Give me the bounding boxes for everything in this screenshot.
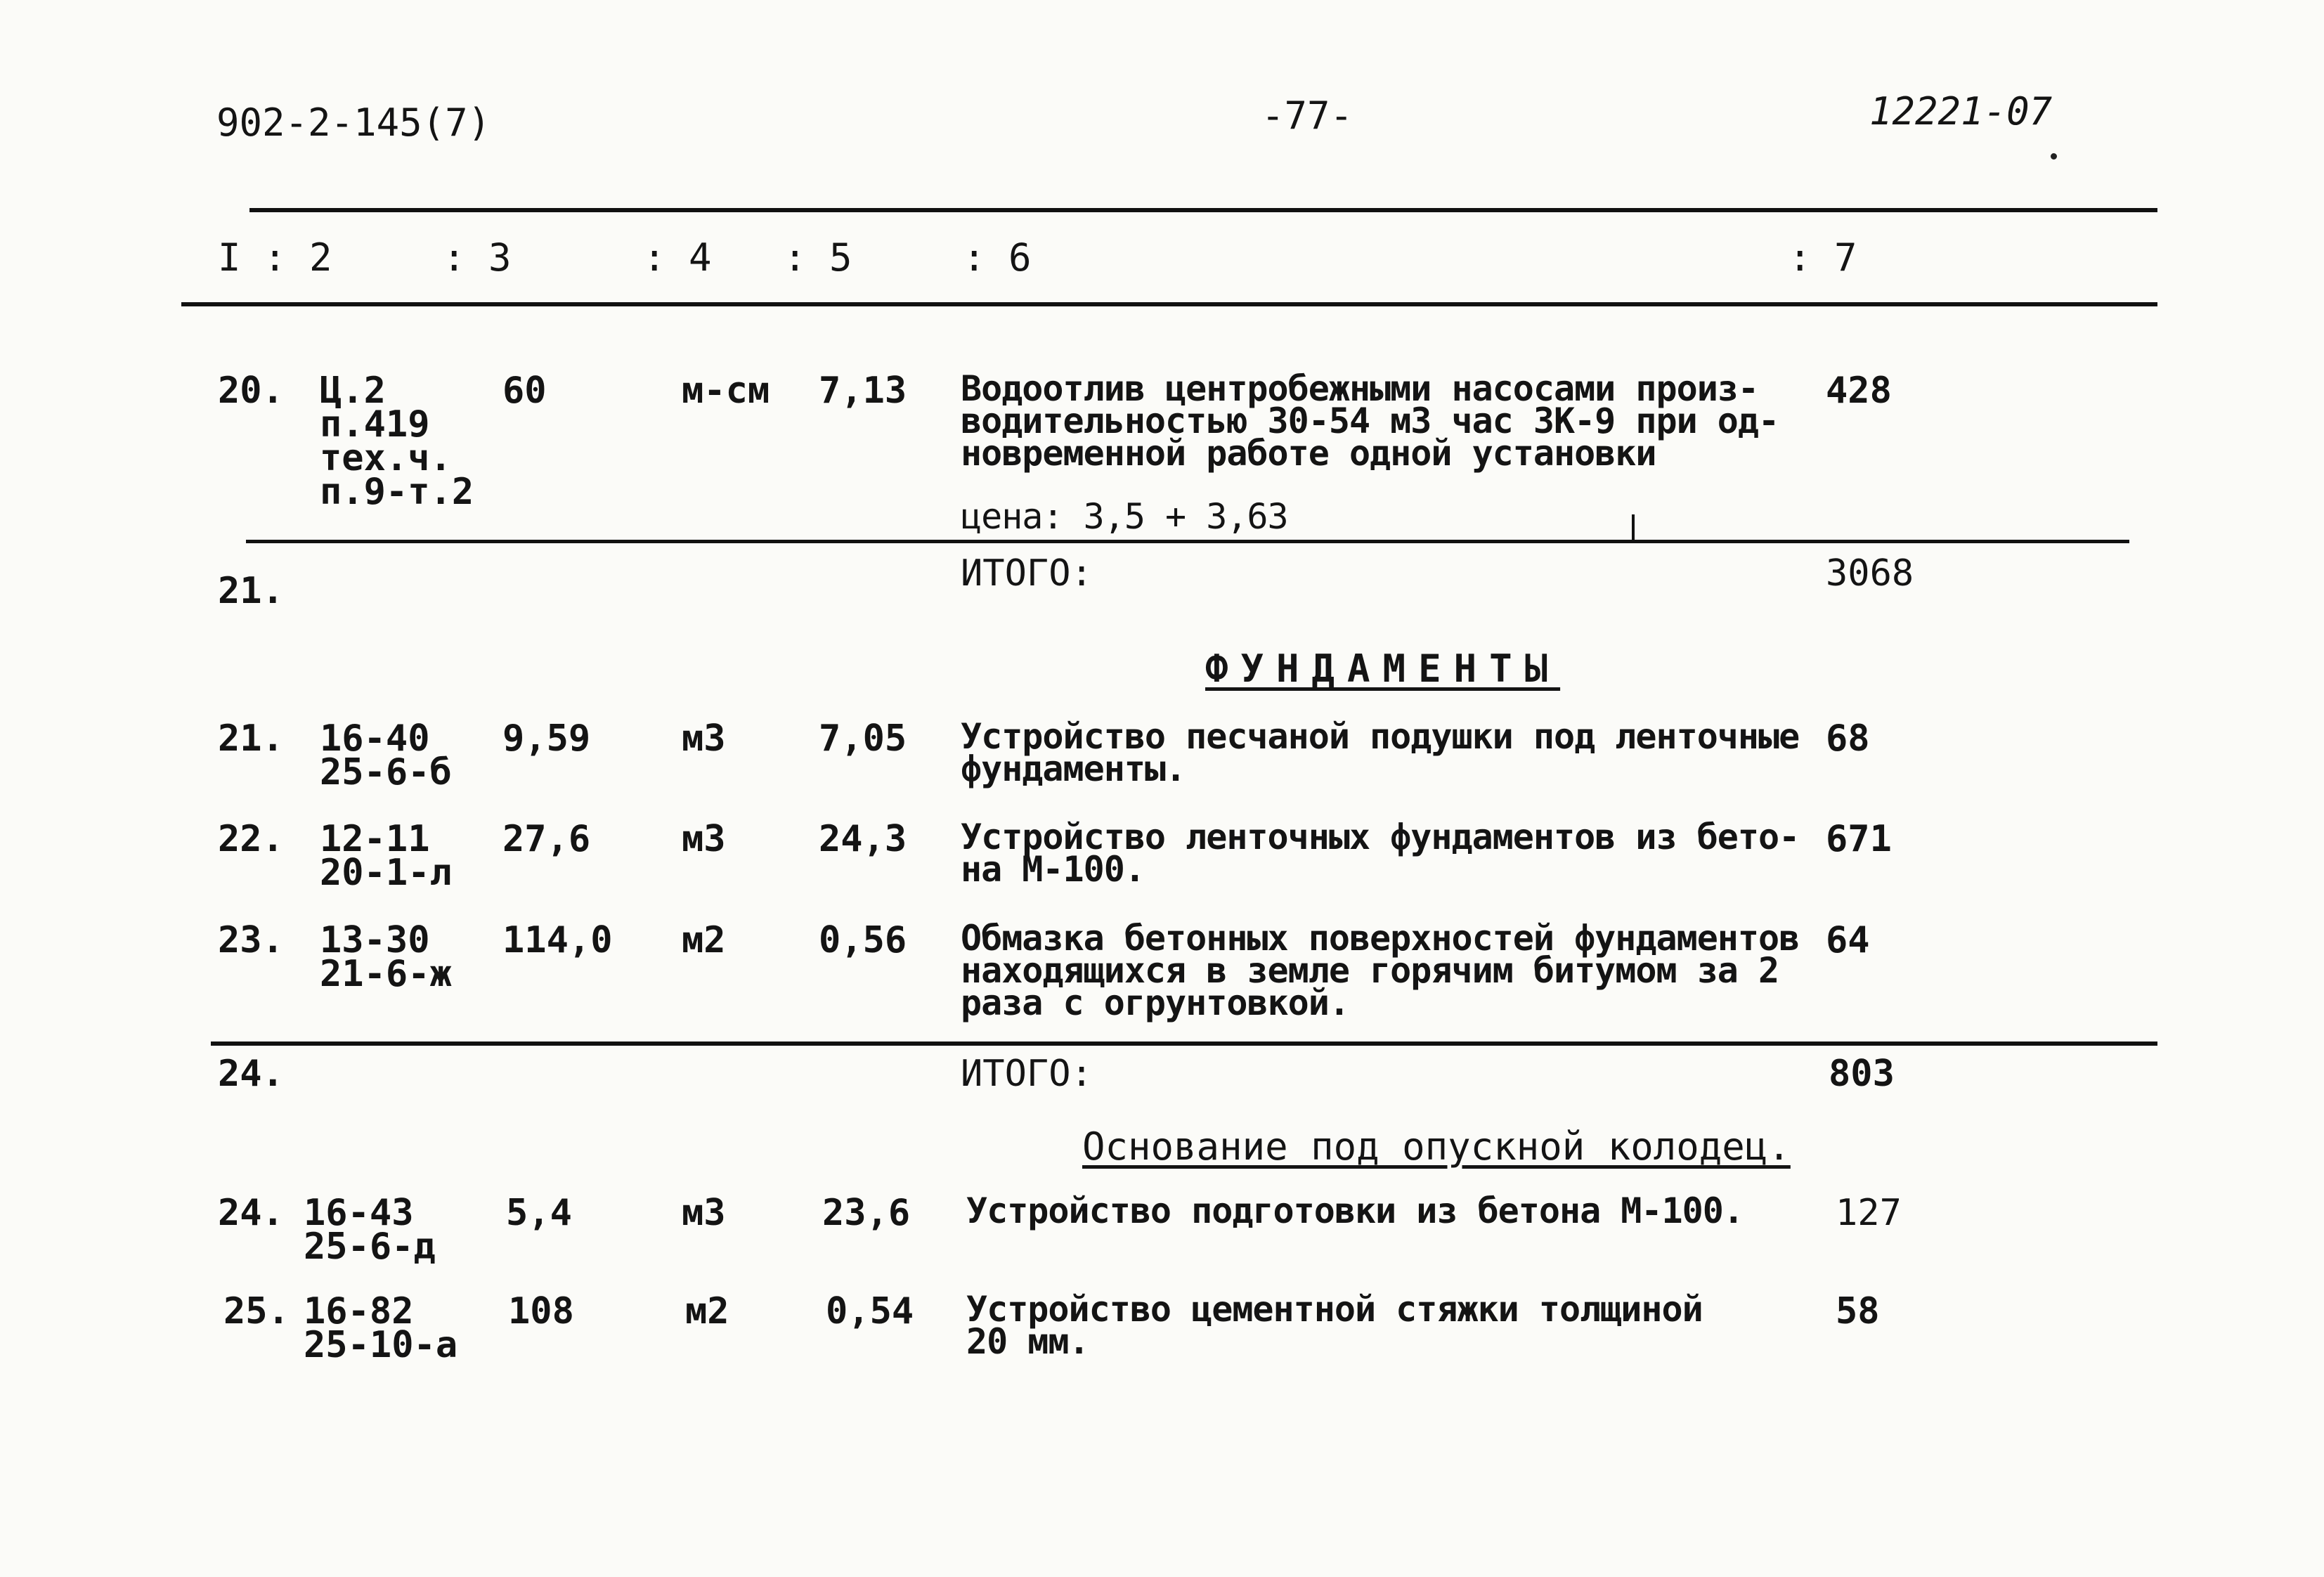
note-tick xyxy=(1632,514,1635,540)
row-total: 64 xyxy=(1826,919,1870,961)
row-code: 16-40 xyxy=(320,718,430,760)
row-total: 127 xyxy=(1836,1192,1902,1234)
row-price: 24,3 xyxy=(819,818,907,860)
section-heading-caisson-base: Основание под опускной колодец. xyxy=(1082,1124,1791,1169)
row-total: 428 xyxy=(1826,370,1892,412)
row-code: 20-1-л xyxy=(320,852,452,894)
row-quantity: 60 xyxy=(502,370,547,412)
subtotal-label: ИТОГО: xyxy=(961,1053,1093,1095)
row-quantity: 27,6 xyxy=(502,818,591,860)
row-code: 21-6-ж xyxy=(320,953,452,995)
row-code: 16-43 xyxy=(304,1192,414,1234)
row-quantity: 5,4 xyxy=(506,1192,572,1234)
column-header-3: : 3 xyxy=(443,235,512,280)
row-price: 23,6 xyxy=(822,1192,911,1234)
row-description: водительностью 30-54 м3 час ЗК-9 при од- xyxy=(961,401,1779,441)
row-price: 0,54 xyxy=(826,1290,914,1332)
row-number: 24. xyxy=(218,1192,284,1234)
row-code: Ц.2 xyxy=(320,370,386,412)
row-number: 25. xyxy=(223,1290,290,1332)
row-number: 23. xyxy=(218,919,284,961)
header-bottom-rule xyxy=(181,302,2157,306)
row-description: Устройство ленточных фундаментов из бето- xyxy=(961,817,1800,857)
subtotal-number: 21. xyxy=(218,570,284,612)
row-description: на М-100. xyxy=(961,849,1145,890)
row-code: тех.ч. xyxy=(320,437,452,479)
row-total: 58 xyxy=(1836,1290,1880,1332)
row-description: новременной работе одной установки xyxy=(961,433,1656,474)
column-header-7: : 7 xyxy=(1789,235,1857,280)
header-top-rule xyxy=(249,208,2157,212)
row-code: 12-11 xyxy=(320,818,430,860)
column-header-5: : 5 xyxy=(784,235,852,280)
row-unit: м2 xyxy=(685,1290,729,1332)
row-description: фундаменты. xyxy=(961,748,1186,789)
row-code: 25-10-а xyxy=(304,1324,458,1366)
document-code: 902-2-145(7) xyxy=(216,100,491,145)
row-number: 22. xyxy=(218,818,284,860)
subtotal-value: 3068 xyxy=(1826,552,1914,595)
row-unit: м2 xyxy=(682,919,726,961)
row-description: находящихся в земле горячим битумом за 2 xyxy=(961,950,1779,991)
row-unit: м-см xyxy=(682,370,770,412)
subtotal-rule xyxy=(211,1041,2157,1046)
subtotal-label: ИТОГО: xyxy=(961,552,1093,595)
mark-dot xyxy=(2051,153,2057,160)
row-code: 25-6-б xyxy=(320,751,452,793)
column-header-4: : 4 xyxy=(643,235,712,280)
row-description: 20 мм. xyxy=(966,1321,1089,1362)
row-code: п.419 xyxy=(320,403,430,446)
row-description: Устройство подготовки из бетона М-100. xyxy=(966,1190,1744,1231)
row-unit: м3 xyxy=(682,718,726,760)
row-quantity: 9,59 xyxy=(502,718,591,760)
row-number: 20. xyxy=(218,370,284,412)
row-description: Водоотлив центробежными насосами произ- xyxy=(961,368,1758,409)
column-header-6: : 6 xyxy=(963,235,1032,280)
row-quantity: 114,0 xyxy=(502,919,613,961)
row-price: 7,05 xyxy=(819,718,907,760)
column-header-1-2: I : 2 xyxy=(218,235,332,280)
subtotal-value: 803 xyxy=(1829,1053,1895,1095)
page-number: -77- xyxy=(1261,93,1353,138)
row-price: 0,56 xyxy=(819,919,907,961)
row-total: 671 xyxy=(1826,818,1892,860)
row-total: 68 xyxy=(1826,718,1870,760)
row-description: Устройство цементной стяжки толщиной xyxy=(966,1289,1703,1330)
row-code: 25-6-д xyxy=(304,1226,436,1268)
row-description: раза с огрунтовкой. xyxy=(961,982,1349,1023)
row-number: 21. xyxy=(218,718,284,760)
row-code: п.9-т.2 xyxy=(320,471,474,513)
row-unit: м3 xyxy=(682,818,726,860)
row-price: 7,13 xyxy=(819,370,907,412)
section-heading-foundations: ФУНДАМЕНТЫ xyxy=(1205,647,1561,691)
row-quantity: 108 xyxy=(508,1290,574,1332)
row-unit: м3 xyxy=(682,1192,726,1234)
row-code: 16-82 xyxy=(304,1290,414,1332)
row-description: Обмазка бетонных поверхностей фундаментов xyxy=(961,918,1800,959)
row-description: Устройство песчаной подушки под ленточные xyxy=(961,716,1800,757)
subtotal-number: 24. xyxy=(218,1053,284,1095)
sheet-number: 12221-07 xyxy=(1869,89,2053,134)
subtotal-rule xyxy=(246,540,2129,543)
price-note: цена: 3,5 + 3,63 xyxy=(961,496,1288,537)
row-code: 13-30 xyxy=(320,919,430,961)
